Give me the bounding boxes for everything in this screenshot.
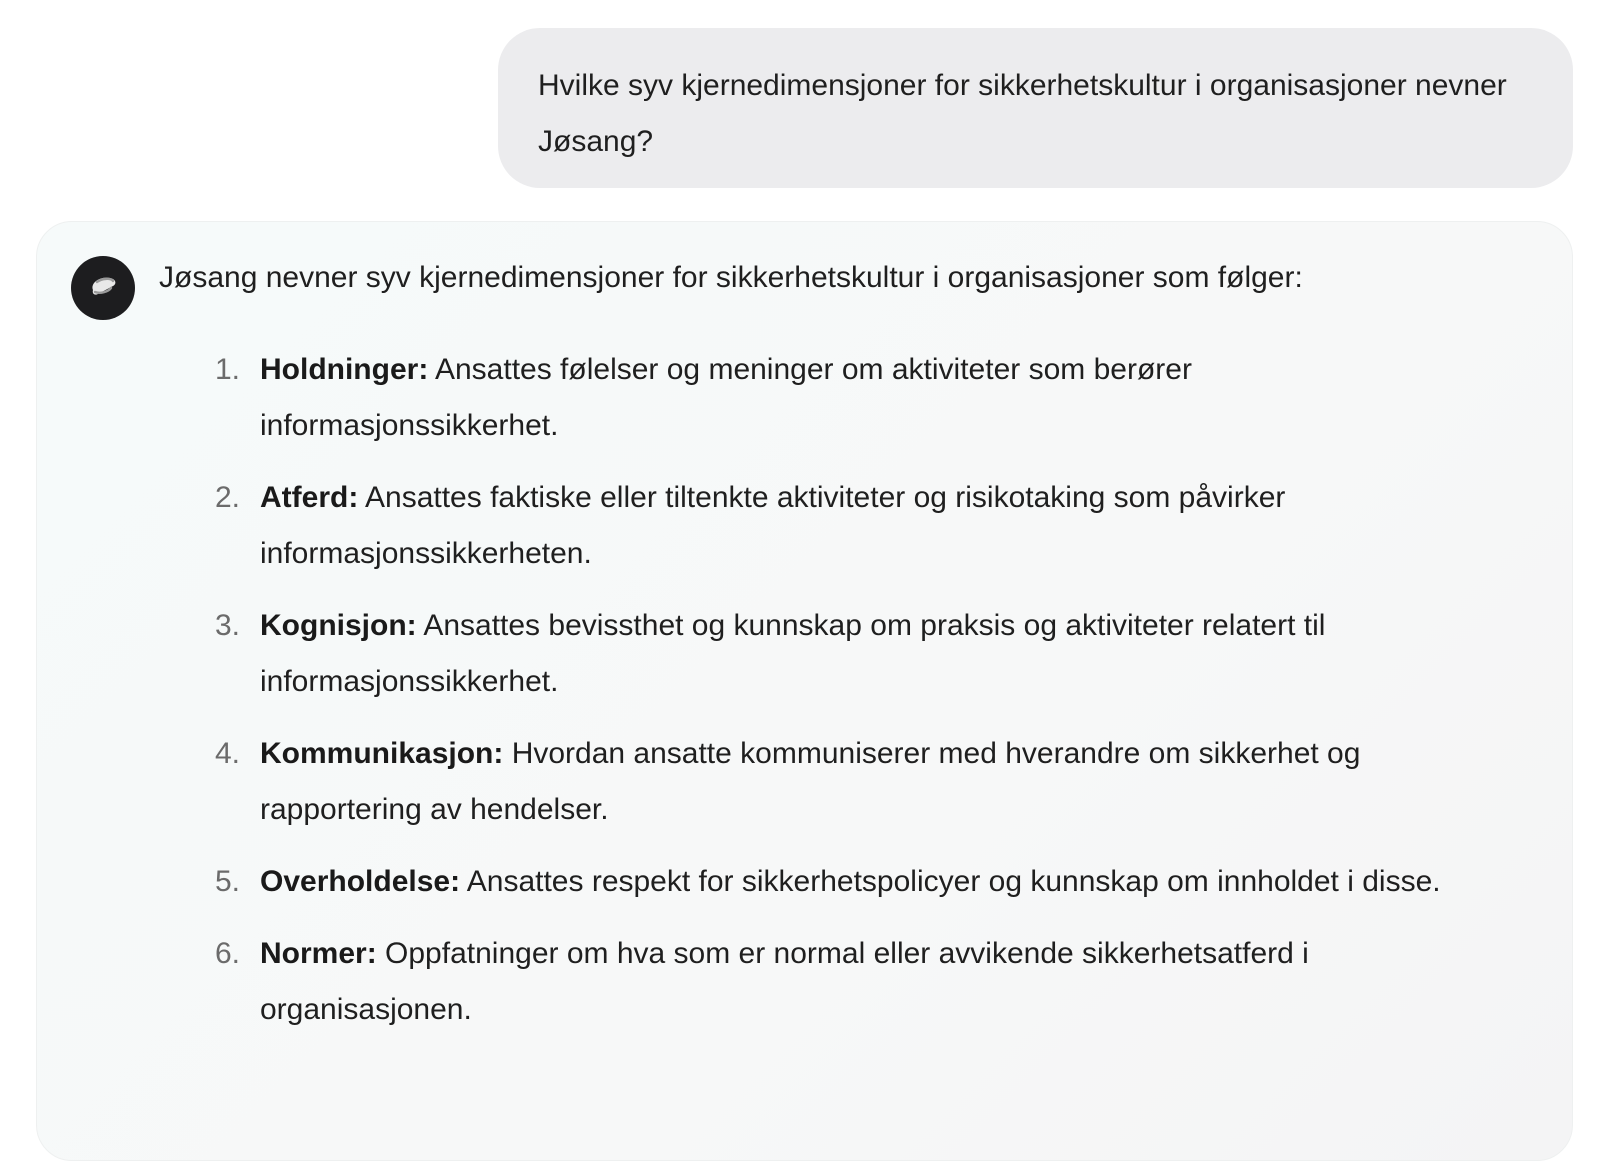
list-item-description: Ansattes følelser og meninger om aktiviteter som berører informasjonssikkerhet.	[260, 353, 1192, 442]
list-item-number: 6.	[214, 937, 240, 970]
assistant-avatar	[71, 256, 135, 320]
list-item-term: Overholdelse:	[260, 865, 461, 898]
list-item-number: 1.	[214, 353, 240, 386]
list-item-description: Ansattes bevissthet og kunnskap om praksis og aktiviteter relatert til informasjonssikkerhet.	[260, 609, 1326, 698]
user-message-bubble	[498, 28, 1573, 188]
list-item-description: Hvordan ansatte kommuniserer med hverandre om sikkerhet og rapportering av hendelser.	[260, 737, 1361, 826]
list-item	[155, 470, 1495, 582]
list-item-number: 5.	[214, 865, 240, 898]
user-message-text: Hvilke syv kjernedimensjoner for sikkerhetskultur i organisasjoner nevner Jøsang?	[538, 69, 1507, 158]
list-item	[155, 926, 1495, 1038]
list-item-description: Oppfatninger om hva som er normal eller avvikende sikkerhetsatferd i organisasjonen.	[260, 937, 1309, 1026]
list-item-description: Ansattes respekt for sikkerhetspolicyer og kunnskap om innholdet i disse.	[460, 865, 1441, 898]
list-item-number: 4.	[214, 737, 240, 770]
list-item	[155, 854, 1495, 910]
list-item-term: Kognisjon:	[260, 609, 417, 642]
list-item-number: 2.	[214, 481, 240, 514]
list-item-term: Normer:	[260, 937, 377, 970]
list-item	[155, 726, 1495, 838]
assistant-intro-text: Jøsang nevner syv kjernedimensjoner for sikkerhetskultur i organisasjoner som følger:	[159, 261, 1303, 294]
list-item-number: 3.	[214, 609, 240, 642]
list-item-term: Atferd:	[260, 481, 359, 514]
list-item-description: Ansattes faktiske eller tiltenkte aktiviteter og risikotaking som påvirker informasjonssikkerheten.	[260, 481, 1286, 570]
list-item-term: Kommunikasjon:	[260, 737, 504, 770]
list-item	[155, 342, 1495, 454]
list-item-term: Holdninger:	[260, 353, 429, 386]
list-item	[155, 598, 1495, 710]
dimensions-list	[155, 342, 1495, 1054]
assistant-message-card	[36, 221, 1573, 1161]
assistant-logo-icon	[86, 269, 120, 308]
